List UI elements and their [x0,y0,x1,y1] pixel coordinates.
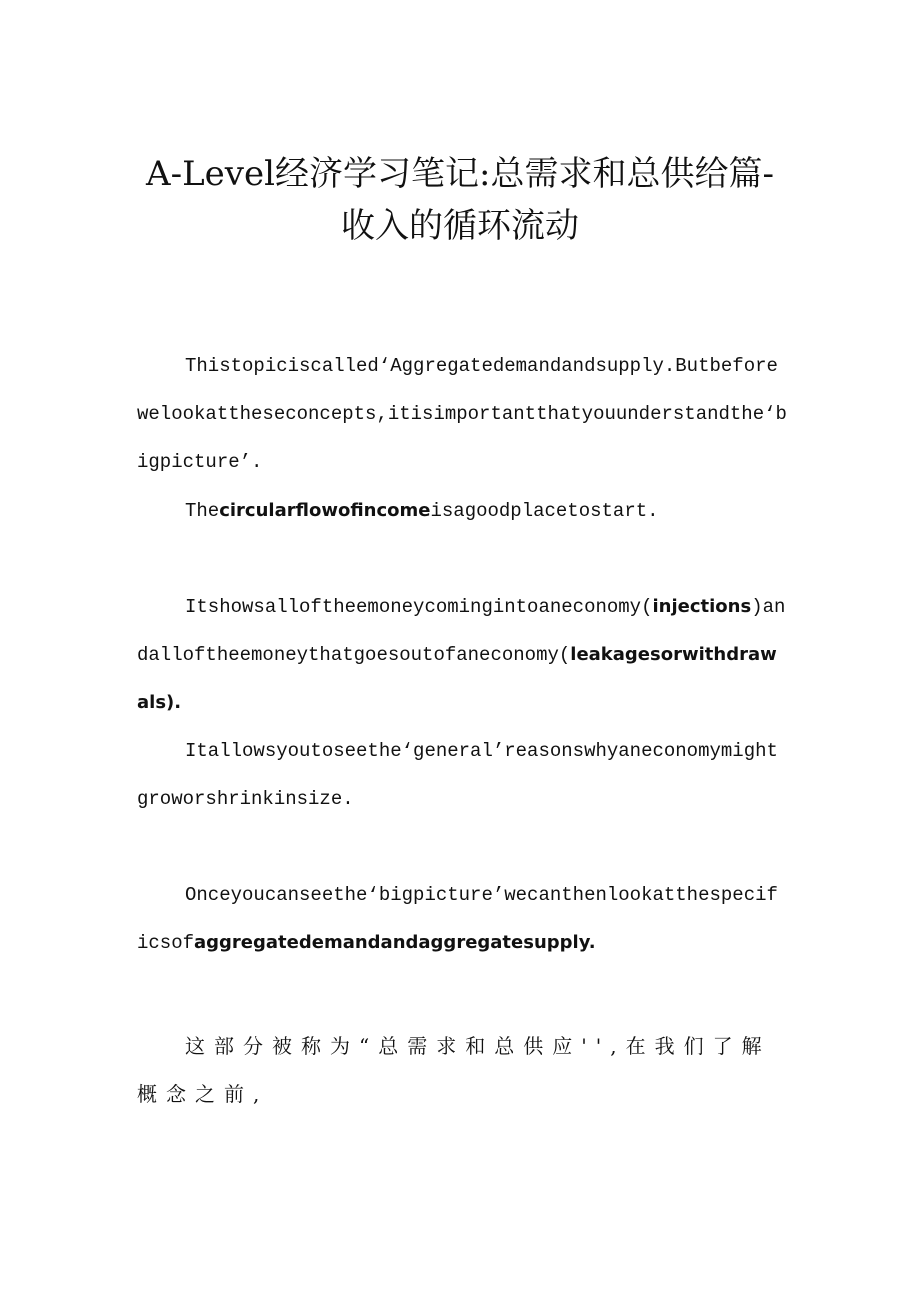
paragraph-circular-flow-pre: The [185,500,220,522]
term-injections: injections [652,596,752,617]
title-line-1: A-Level经济学习笔记:总需求和总供给篇- [146,154,774,194]
paragraph-big-picture [137,871,787,967]
paragraph-big-picture-pre: Onceyoucanseethe‘bigpicture’wecanthenlookatthespecificsof [137,884,778,954]
paragraph-circular-flow-post: isagoodplacetostart. [430,500,659,522]
document-title [100,148,820,252]
paragraph-injections-mid: )andalloftheemoneythatgoesoutofaneconomy( [137,596,786,666]
paragraph-big-picture-post: . [588,932,596,953]
paragraph-chinese-text: 这部分被称为“总需求和总供应'',在我们了解概念之前, [137,1034,771,1106]
paragraph-intro-text: Thistopiciscalled‘Aggregatedemandandsupply.Butbeforewelookattheseconcepts,itisimportantthatyouunderstandthe‘bigpicture’. [137,355,787,473]
paragraph-injections-post: ). [166,692,182,713]
paragraph-chinese [137,1022,787,1118]
term-circular-flow: circularflowofincome [219,500,431,521]
paragraph-circular-flow [137,487,787,535]
paragraph-injections-leakages [137,583,787,727]
term-aggregate-demand-supply: aggregatedemandandaggregatesupply [194,932,589,953]
paragraph-injections-pre: Itshowsalloftheemoneycomingintoaneconomy( [185,596,653,618]
term-leakages: leakagesorwithdrawals [137,644,777,713]
paragraph-intro [137,342,787,486]
paragraph-general-reasons-text: Itallowsyoutoseethe‘general’reasonswhyaneconomymightgroworshrinkinsize. [137,740,778,810]
title-line-2: 收入的循环流动 [341,206,579,246]
paragraph-general-reasons [137,727,787,823]
